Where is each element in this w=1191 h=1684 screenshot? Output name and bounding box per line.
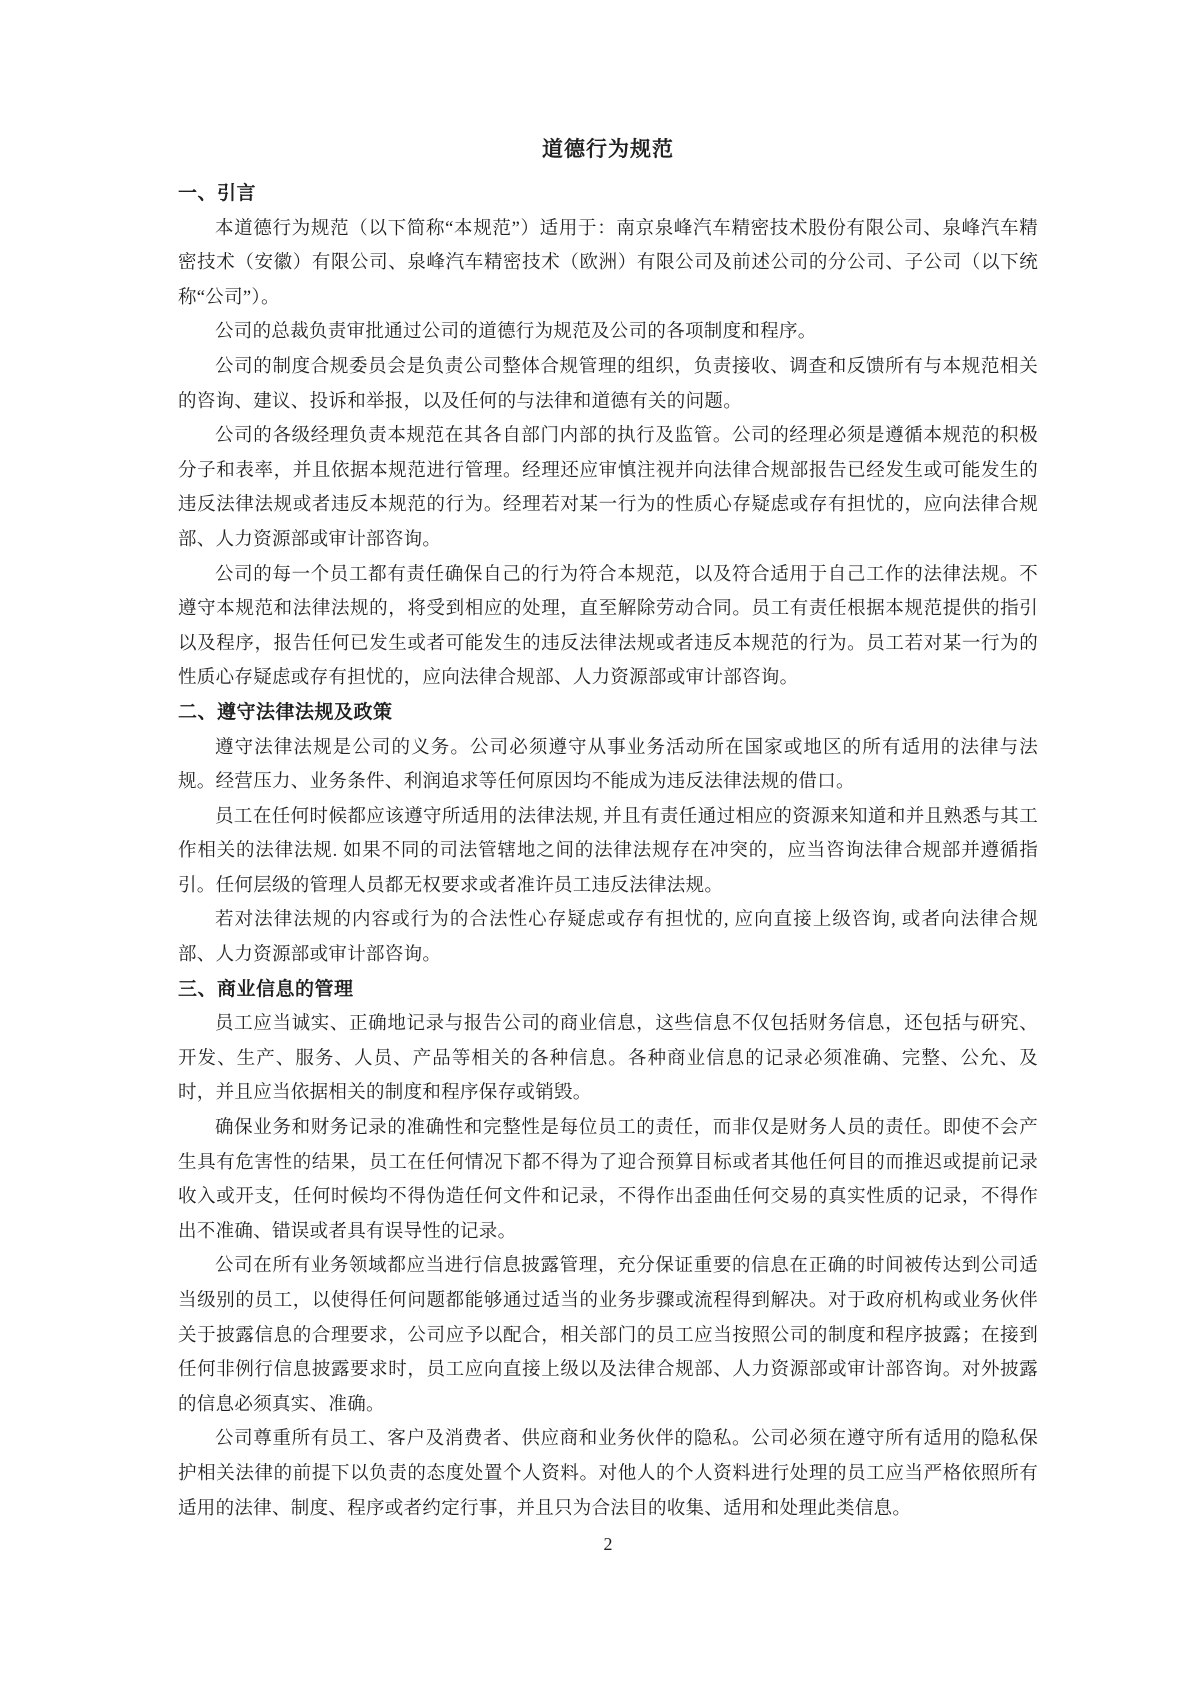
paragraph: 公司的总裁负责审批通过公司的道德行为规范及公司的各项制度和程序。 bbox=[215, 322, 817, 343]
paragraph: 公司的各级经理负责本规范在其各自部门内部的执行及监管。公司的经理必须是遵循本规范的积极分子和表率，并且依据本规范进行管理。经理还应审慎注视并向法律合规部报告已经发生或可能发生的违反法律法规或者违反本规范的行为。经理若对某一行为的性质心存疑虑或存有担忧的，应向法律合规部、人力资源部或审计部咨询。 bbox=[178, 426, 1038, 550]
paragraph: 遵守法律法规是公司的义务。公司必须遵守从事业务活动所在国家或地区的所有适用的法律与法规。经营压力、业务条件、利润追求等任何原因均不能成为违反法律法规的借口。 bbox=[178, 737, 1038, 793]
document-sections bbox=[178, 177, 1038, 1526]
paragraph: 公司尊重所有员工、客户及消费者、供应商和业务伙伴的隐私。公司必须在遵守所有适用的隐私保护相关法律的前提下以负责的态度处置个人资料。对他人的个人资料进行处理的员工应当严格依照所有适用的法律、制度、程序或者约定行事，并且只为合法目的收集、适用和处理此类信息。 bbox=[178, 1429, 1038, 1519]
paragraph: 确保业务和财务记录的准确性和完整性是每位员工的责任，而非仅是财务人员的责任。即使不会产生具有危害性的结果，员工在任何情况下都不得为了迎合预算目标或者其他任何目的而推迟或提前记录收入或开支，任何时候均不得伪造任何文件和记录，不得作出歪曲任何交易的真实性质的记录，不得作出不准确、错误或者具有误导性的记录。 bbox=[178, 1118, 1038, 1242]
paragraph: 员工在任何时候都应该遵守所适用的法律法规, 并且有责任通过相应的资源来知道和并且熟悉与其工作相关的法律法规. 如果不同的司法管辖地之间的法律法规存在冲突的，应当咨询法律合规部并遵循指引。任何层级的管理人员都无权要求或者准许员工违反法律法规。 bbox=[178, 806, 1038, 896]
paragraph: 员工应当诚实、正确地记录与报告公司的商业信息，这些信息不仅包括财务信息，还包括与研究、开发、生产、服务、人员、产品等相关的各种信息。各种商业信息的记录必须准确、完整、公允、及时，并且应当依据相关的制度和程序保存或销毁。 bbox=[178, 1014, 1038, 1104]
paragraph: 本道德行为规范（以下简称“本规范”）适用于：南京泉峰汽车精密技术股份有限公司、泉峰汽车精密技术（安徽）有限公司、泉峰汽车精密技术（欧洲）有限公司及前述公司的分公司、子公司（以下统称“公司”）。 bbox=[178, 218, 1038, 308]
document-title: 道德行为规范 bbox=[542, 137, 674, 161]
paragraph: 公司的制度合规委员会是负责公司整体合规管理的组织，负责接收、调查和反馈所有与本规范相关的咨询、建议、投诉和举报，以及任何的与法律和道德有关的问题。 bbox=[178, 356, 1038, 412]
page-number: 2 bbox=[603, 1534, 613, 1555]
section-heading: 二、遵守法律法规及政策 bbox=[178, 701, 393, 723]
paragraph: 公司在所有业务领域都应当进行信息披露管理，充分保证重要的信息在正确的时间被传达到公司适当级别的员工，以使得任何问题都能够通过适当的业务步骤或流程得到解决。对于政府机构或业务伙伴关于披露信息的合理要求，公司应予以配合，相关部门的员工应当按照公司的制度和程序披露；在接到任何非例行信息披露要求时，员工应向直接上级以及法律合规部、人力资源部或审计部咨询。对外披露的信息必须真实、准确。 bbox=[178, 1256, 1038, 1415]
paragraph: 若对法律法规的内容或行为的合法性心存疑虑或存有担忧的, 应向直接上级咨询, 或者向法律合规部、人力资源部或审计部咨询。 bbox=[178, 910, 1038, 966]
paragraph: 公司的每一个员工都有责任确保自己的行为符合本规范，以及符合适用于自己工作的法律法规。不遵守本规范和法律法规的，将受到相应的处理，直至解除劳动合同。员工有责任根据本规范提供的指引以及程序，报告任何已发生或者可能发生的违反法律法规或者违反本规范的行为。员工若对某一行为的性质心存疑虑或存有担忧的，应向法律合规部、人力资源部或审计部咨询。 bbox=[178, 564, 1038, 689]
section-heading: 一、引言 bbox=[178, 183, 257, 204]
document-content bbox=[178, 134, 1038, 1559]
section-heading: 三、商业信息的管理 bbox=[178, 978, 354, 1000]
